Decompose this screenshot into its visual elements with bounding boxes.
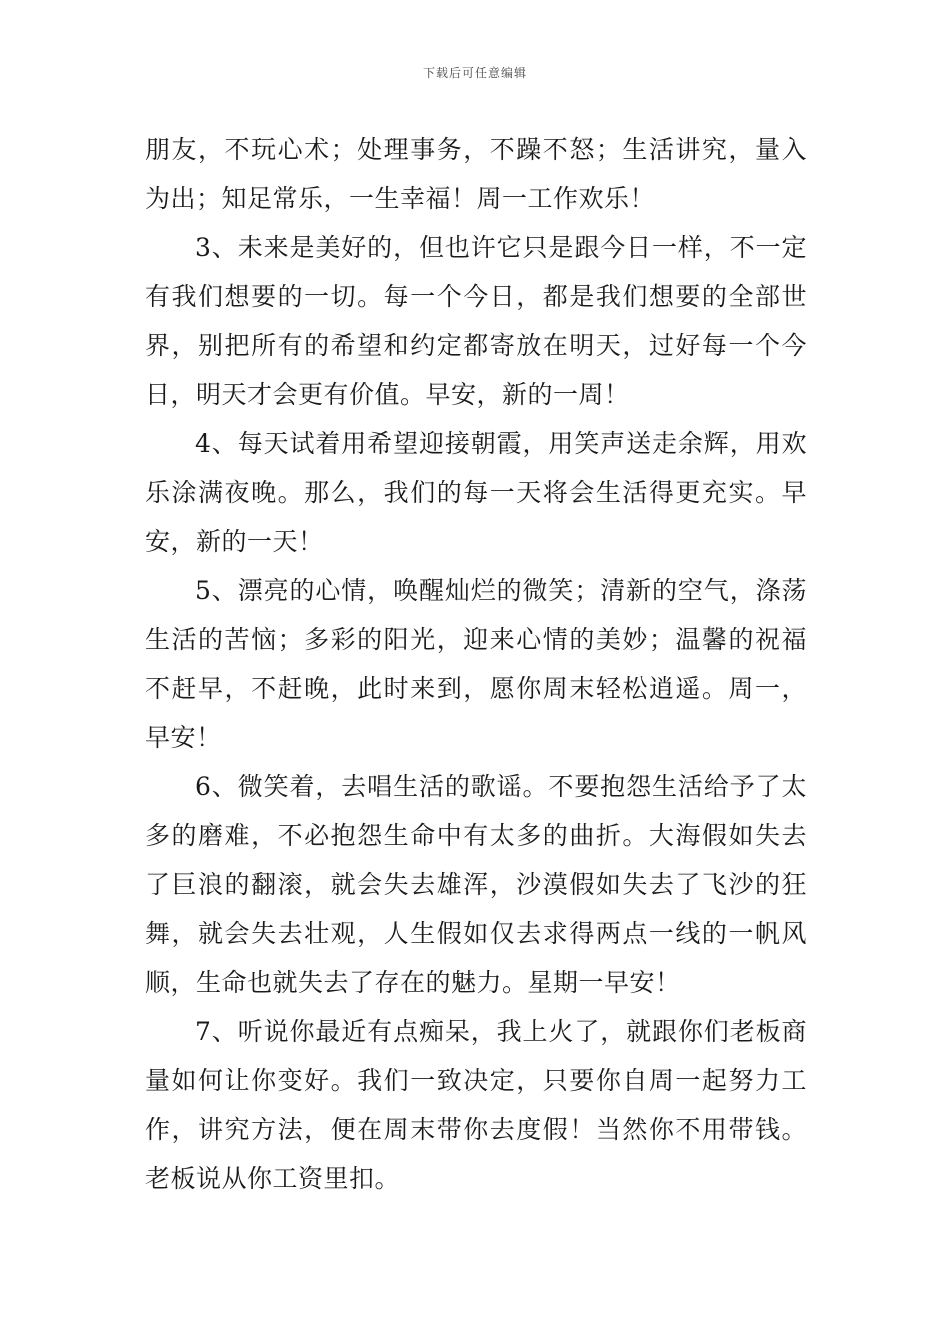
paragraph-item-3: 3、未来是美好的，但也许它只是跟今日一样，不一定有我们想要的一切。每一个今日，都是我们想要的全部世界，别把所有的希望和约定都寄放在明天，过好每一个今日，明天才会更有价值。早安，新的一周！ xyxy=(145,233,807,409)
paragraph-item-5: 5、漂亮的心情，唤醒灿烂的微笑；清新的空气，涤荡生活的苦恼；多彩的阳光，迎来心情的美妙；温馨的祝福不赶早，不赶晚，此时来到，愿你周末轻松逍遥。周一，早安！ xyxy=(145,576,807,752)
paragraph-continuation: 朋友，不玩心术；处理事务，不躁不怒；生活讲究，量入为出；知足常乐，一生幸福！周一工作欢乐！ xyxy=(145,135,807,213)
paragraph-item-4: 4、每天试着用希望迎接朝霞，用笑声送走余辉，用欢乐涂满夜晚。那么，我们的每一天将会生活得更充实。早安，新的一天！ xyxy=(145,429,807,556)
paragraph-item-6: 6、微笑着，去唱生活的歌谣。不要抱怨生活给予了太多的磨难，不必抱怨生命中有太多的曲折。大海假如失去了巨浪的翻滚，就会失去雄浑，沙漠假如失去了飞沙的狂舞，就会失去壮观，人生假如仅去求得两点一线的一帆风顺，生命也就失去了存在的魅力。星期一早安！ xyxy=(145,772,807,997)
document-body xyxy=(145,125,807,1203)
paragraph-item-7: 7、听说你最近有点痴呆，我上火了，就跟你们老板商量如何让你变好。我们一致决定，只要你自周一起努力工作，讲究方法，便在周末带你去度假！当然你不用带钱。老板说从你工资里扣。 xyxy=(145,1017,807,1193)
page-header-note: 下载后可任意编辑 xyxy=(422,66,527,80)
